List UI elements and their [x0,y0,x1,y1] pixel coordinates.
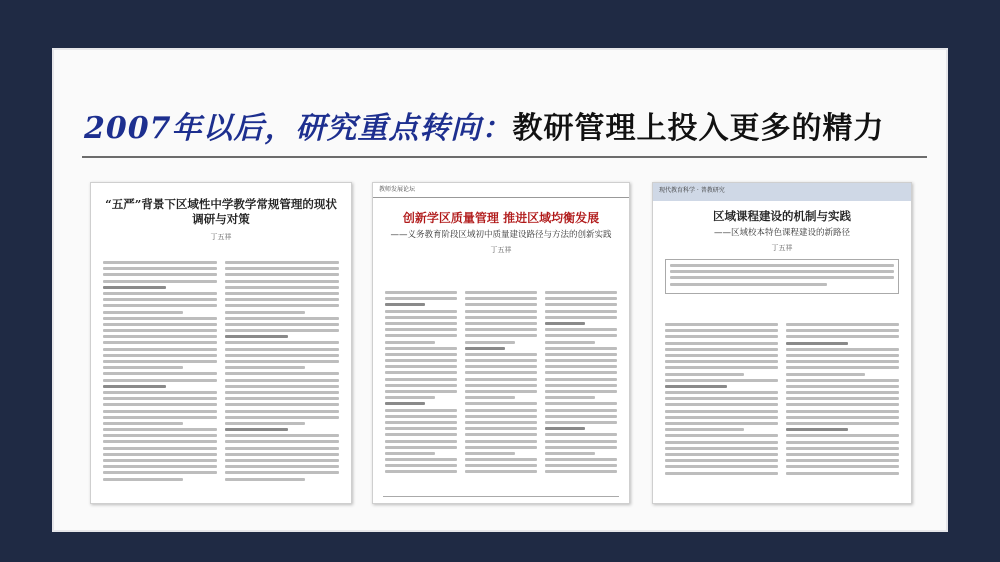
text-line [103,453,217,456]
text-line [103,385,166,388]
text-line [225,286,339,289]
text-line [103,397,217,400]
text-line [545,347,617,350]
text-line [385,440,457,443]
text-line [545,402,617,405]
title-divider [82,156,927,158]
paper-scan-1 [90,182,352,504]
text-line [385,458,457,461]
text-line [786,379,899,382]
paper-footer [383,496,619,499]
paper-title: 创新学区质量管理 推进区域均衡发展 [402,211,600,225]
text-line [225,341,339,344]
text-line [385,470,457,473]
text-line [786,366,899,369]
text-line [665,453,778,456]
text-line [225,459,339,462]
text-line [545,470,617,473]
text-line [665,360,778,363]
text-line [103,447,217,450]
text-line [545,396,595,399]
text-line [385,402,425,405]
text-line [465,464,537,467]
text-line [385,310,457,313]
text-line [385,446,457,449]
text-line [786,385,899,388]
text-line [545,415,617,418]
text-line [103,478,183,481]
text-line [545,390,617,393]
text-line [545,322,585,325]
text-line [225,273,339,276]
text-line [465,409,537,412]
text-line [545,303,617,306]
text-line [786,416,899,419]
text-line [545,464,617,467]
text-line [225,348,339,351]
text-line [545,328,617,331]
text-line [103,366,183,369]
text-line [225,329,339,332]
text-line [545,433,617,436]
text-line [103,329,217,332]
text-line [665,428,744,431]
text-line [103,440,217,443]
text-line [103,391,217,394]
paper-subtitle: ——区域校本特色课程建设的新路径 [713,228,850,238]
text-line [786,422,899,425]
text-line [225,366,305,369]
text-line [786,323,899,326]
text-line [665,434,778,437]
text-line [545,291,617,294]
text-line [385,421,457,424]
text-line [465,390,537,393]
text-line [465,303,537,306]
text-line [103,323,217,326]
text-line [465,458,537,461]
text-line [465,470,537,473]
abstract-box [665,259,899,294]
text-line [786,342,848,345]
paper-scan-3 [652,182,912,504]
text-line [385,452,435,455]
text-line [665,459,778,462]
text-line [786,447,899,450]
text-line [225,471,339,474]
text-line [665,472,778,475]
text-line [103,434,217,437]
text-line [385,341,435,344]
text-line [665,447,778,450]
text-line [225,379,339,382]
text-line [465,396,515,399]
text-line [545,353,617,356]
text-line [545,421,617,424]
text-line [665,329,778,332]
text-line [665,379,778,382]
text-line [385,371,457,374]
journal-header: 教师发展论坛 [373,183,629,198]
text-line [225,354,339,357]
text-line [545,409,617,412]
text-line [385,409,457,412]
text-line [385,415,457,418]
text-line [665,465,778,468]
text-line [385,378,457,381]
paper-title: “五严”背景下区域性中学教学常规管理的现状调研与对策 [105,197,337,226]
text-line [103,280,217,283]
text-line [665,391,778,394]
text-line [385,359,457,362]
text-line [225,298,339,301]
text-line [465,452,515,455]
text-line [545,440,617,443]
text-line [225,422,305,425]
text-line [786,329,899,332]
text-line [465,328,537,331]
text-line [385,353,457,356]
text-line [103,403,217,406]
paper-body [103,261,339,484]
text-line [225,292,339,295]
text-line [225,261,339,264]
text-line [103,317,217,320]
text-line [225,304,339,307]
text-line [385,316,457,319]
text-line [225,323,339,326]
title-prefix: 2007年以后，研究重点转向： [84,111,513,146]
text-line [103,261,217,264]
text-line [103,286,166,289]
text-line [545,371,617,374]
text-line [465,297,537,300]
text-line [225,465,339,468]
text-line [665,385,727,388]
text-line [385,390,457,393]
text-line [665,366,778,369]
text-line [545,446,617,449]
text-line [465,378,537,381]
paper-author: 丁五祥 [210,233,232,241]
slide-title [84,103,885,147]
text-line [665,348,778,351]
text-line [465,433,537,436]
text-line [465,402,537,405]
slide [52,48,948,532]
text-line [465,371,537,374]
text-line [225,280,339,283]
text-line [103,428,217,431]
text-line [665,403,778,406]
text-line [665,335,778,338]
text-line [545,359,617,362]
paper-title: 区域课程建设的机制与实践 [713,209,851,223]
text-line [465,334,537,337]
text-line [225,372,339,375]
text-line [545,427,585,430]
text-line [465,310,537,313]
text-line [545,297,617,300]
text-line [545,378,617,381]
text-line [225,267,339,270]
text-line [103,267,217,270]
text-line [786,428,848,431]
text-line [385,384,457,387]
text-line [385,433,457,436]
paper-body [385,291,617,477]
text-line [465,316,537,319]
text-line [103,459,217,462]
text-line [665,323,778,326]
text-line [665,441,778,444]
text-line [786,397,899,400]
text-line [225,317,339,320]
text-line [545,384,617,387]
text-line [465,427,537,430]
text-line [385,303,425,306]
text-line [786,403,899,406]
text-line [103,341,217,344]
text-line [545,458,617,461]
text-line [665,373,744,376]
text-line [465,291,537,294]
text-line [225,453,339,456]
text-line [786,459,899,462]
text-line [385,291,457,294]
text-line [103,372,217,375]
text-line [385,328,457,331]
text-line [385,322,457,325]
text-line [786,441,899,444]
text-line [225,478,305,481]
text-line [465,365,537,368]
text-line [545,316,617,319]
text-line [103,379,217,382]
text-line [225,434,339,437]
text-line [103,471,217,474]
text-line [225,335,288,338]
text-line [545,452,595,455]
text-line [385,464,457,467]
journal-header: 现代教育科学 · 普教研究 [653,183,911,201]
text-line [465,446,537,449]
text-line [103,422,183,425]
text-line [225,428,288,431]
text-line [225,360,339,363]
text-line [545,310,617,313]
text-line [385,297,457,300]
text-line [465,440,537,443]
text-line [786,472,899,475]
text-line [385,347,457,350]
text-line [225,447,339,450]
text-line [103,292,217,295]
title-rest: 教研管理上投入更多的精力 [512,111,885,146]
text-line [545,341,595,344]
paper-scan-2 [372,182,630,504]
text-line [786,335,899,338]
text-line [385,427,457,430]
text-line [786,453,899,456]
text-line [103,465,217,468]
text-line [225,416,339,419]
paper-author: 丁五祥 [490,246,512,254]
text-line [225,440,339,443]
text-line [786,373,865,376]
text-line [225,311,305,314]
text-line [103,410,217,413]
text-line [465,322,537,325]
text-line [786,348,899,351]
text-line [545,365,617,368]
text-line [103,348,217,351]
paper-body [665,323,899,478]
text-line [385,365,457,368]
text-line [225,397,339,400]
text-line [786,410,899,413]
text-line [465,415,537,418]
text-line [385,334,457,337]
text-line [225,385,339,388]
text-line [665,416,778,419]
text-line [665,410,778,413]
text-line [665,342,778,345]
text-line [786,434,899,437]
text-line [665,397,778,400]
text-line [665,422,778,425]
text-line [786,391,899,394]
text-line [103,360,217,363]
text-line [465,359,537,362]
text-line [786,465,899,468]
text-line [225,410,339,413]
text-line [545,334,617,337]
text-line [465,384,537,387]
text-line [103,311,183,314]
text-line [225,391,339,394]
text-line [465,341,515,344]
text-line [103,354,217,357]
text-line [103,298,217,301]
text-line [465,347,505,350]
text-line [103,273,217,276]
text-line [225,403,339,406]
text-line [786,360,899,363]
text-line [465,421,537,424]
text-line [385,396,435,399]
text-line [786,354,899,357]
paper-author: 丁五祥 [771,244,793,252]
text-line [103,304,217,307]
text-line [465,353,537,356]
text-line [103,416,217,419]
text-line [665,354,778,357]
text-line [103,335,217,338]
paper-subtitle: ——义务教育阶段区域初中质量建设路径与方法的创新实践 [390,230,612,240]
